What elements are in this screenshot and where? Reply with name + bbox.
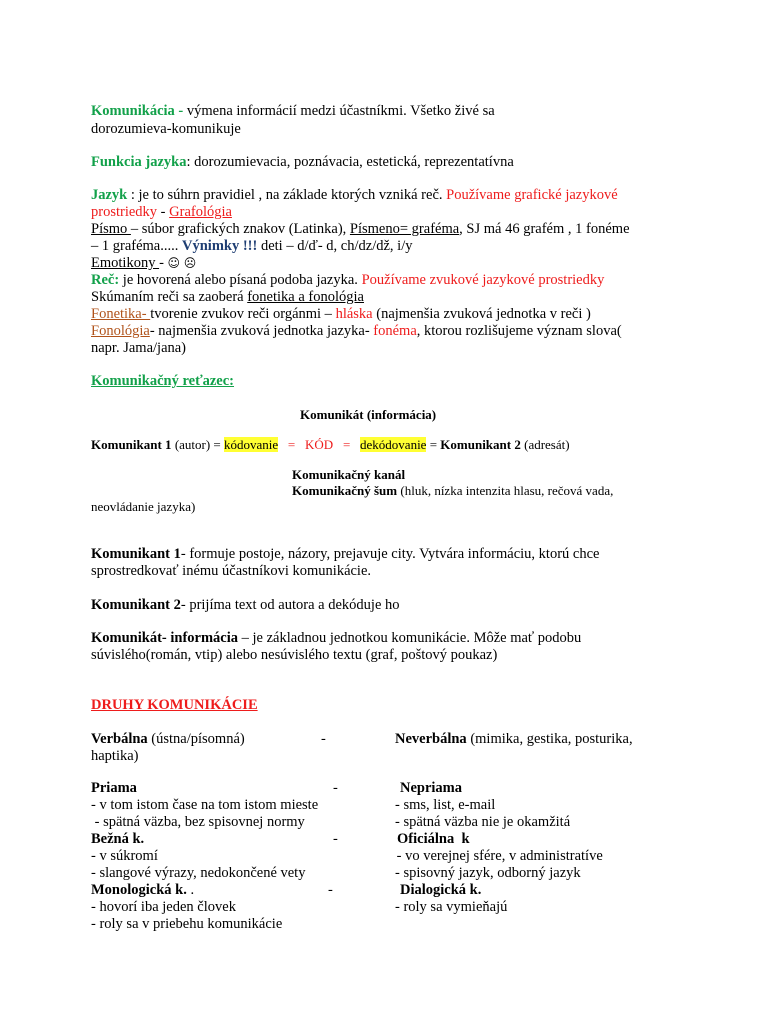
fonema-text: , ktorou rozlišujeme význam slova( bbox=[416, 323, 622, 339]
priama-item-1: - v tom istom čase na tom istom mieste bbox=[91, 797, 319, 813]
fonetika-text: tvorenie zvukov reči orgánmi – bbox=[150, 306, 336, 322]
hlaska-term: hláska bbox=[335, 306, 373, 322]
emotikony-line bbox=[91, 255, 196, 272]
emotikony-term: Emotikony bbox=[91, 255, 160, 271]
verbalna-line bbox=[91, 731, 245, 748]
komunikant-1-term: Komunikant 1 bbox=[91, 546, 181, 562]
rec-term: Reč: bbox=[91, 272, 120, 288]
komunikant-2-term: Komunikant 2 bbox=[91, 597, 181, 613]
druhy-heading: DRUHY KOMUNIKÁCIE bbox=[91, 697, 258, 713]
equals-1: = bbox=[278, 437, 306, 452]
chain-heading: Komunikačný reťazec: bbox=[91, 373, 235, 389]
vynimky-text: deti – d/ď- d, ch/dz/dž, i/y bbox=[257, 238, 413, 254]
sum-text: (hluk, nízka intenzita hlasu, rečová vada, bbox=[397, 483, 614, 498]
grafema-text: – 1 graféma..... bbox=[91, 238, 182, 254]
neverbalna-text: (mimika, gestika, posturika, bbox=[466, 731, 633, 747]
komunikant-1-line-2: sprostredkovať inému účastníkovi komunikácie. bbox=[91, 563, 372, 579]
equals-3: = bbox=[426, 437, 441, 452]
funkcia-jazyka-term: Funkcia jazyka bbox=[91, 154, 187, 170]
bezna-dash: - bbox=[333, 831, 338, 847]
jazyk-text: : je to súhrn pravidiel , na základe ktorých vzniká reč. bbox=[127, 187, 447, 203]
nepriama-term: Nepriama bbox=[400, 780, 463, 796]
rec-text: je hovorená alebo písaná podoba jazyka. bbox=[119, 272, 362, 288]
monologicka-item-1: - hovorí iba jeden človek bbox=[91, 899, 236, 915]
monologicka-dots: . bbox=[186, 882, 195, 898]
neverbalna-line bbox=[395, 731, 633, 748]
frown-icon: ☹ bbox=[183, 256, 197, 270]
monologicka-line bbox=[91, 882, 194, 899]
oficialna-item-1: - vo verejnej sfére, v administratíve bbox=[393, 848, 603, 864]
haptika-line: haptika) bbox=[91, 748, 139, 764]
pismo-text: – súbor grafických znakov (Latinka), bbox=[130, 221, 350, 237]
pismo-term: Písmo bbox=[91, 221, 131, 237]
fonologia-line bbox=[91, 323, 622, 340]
vynimky-term: Výnimky !!! bbox=[182, 238, 258, 254]
fonologia-text: - najmenšia zvuková jednotka jazyka- bbox=[149, 323, 374, 339]
komunikacia-definition: výmena informácií medzi účastníkmi. Všetko živé sa bbox=[186, 103, 495, 119]
fonema-term: fonéma bbox=[373, 323, 417, 339]
kodovanie-term: kódovanie bbox=[224, 437, 279, 452]
jazyk-red-text: Používame grafické jazykové bbox=[446, 187, 618, 203]
komunikat-informacia-text: – je základnou jednotkou komunikácie. Môže mať podobu bbox=[238, 630, 582, 646]
equals-2: = bbox=[333, 437, 361, 452]
rec-line-1 bbox=[91, 272, 604, 289]
komunikat-line-1 bbox=[91, 630, 581, 647]
komunikant-2-line bbox=[91, 597, 400, 614]
priama-item-2: - spätná väzba, bez spisovnej normy bbox=[91, 814, 305, 830]
nepriama-item-2: - spätná väzba nie je okamžitá bbox=[395, 814, 571, 830]
autor-text: (autor) = bbox=[171, 437, 225, 452]
oficialna-term: Oficiálna k bbox=[397, 831, 470, 847]
emotikony-dash: - bbox=[159, 255, 168, 271]
bezna-item-1: - v súkromí bbox=[91, 848, 158, 864]
funkcia-jazyka-line bbox=[91, 154, 514, 171]
komunikant-1-label: Komunikant 1 bbox=[91, 437, 172, 452]
dekodovanie-term: dekódovanie bbox=[360, 437, 427, 452]
jazyk-term: Jazyk bbox=[91, 187, 128, 203]
komunikant-1-text: - formuje postoje, názory, prejavuje city. Vytvára informáciu, ktorú chce bbox=[180, 546, 600, 562]
komunikant-1-line-1 bbox=[91, 546, 599, 563]
pismo-line bbox=[91, 221, 630, 238]
komunikant-2-label: Komunikant 2 bbox=[440, 437, 521, 452]
rec-line-2-text: Skúmaním reči sa zaoberá bbox=[91, 289, 248, 305]
nepriama-item-1: - sms, list, e-mail bbox=[395, 797, 496, 813]
pismeno-term: Písmeno= graféma bbox=[349, 221, 460, 237]
hlaska-text: (najmenšia zvuková jednotka v reči ) bbox=[372, 306, 591, 322]
verbalna-dash: - bbox=[321, 731, 326, 747]
komunikat-line-2: súvislého(román, vtip) alebo nesúvislého textu (graf, poštový poukaz) bbox=[91, 647, 498, 663]
sum-term: Komunikačný šum bbox=[292, 483, 398, 498]
fonetika-fonologia-term: fonetika a fonológia bbox=[247, 289, 364, 305]
komunikant-2-text: - prijíma text od autora a dekóduje ho bbox=[180, 597, 400, 613]
adresat-text: (adresát) bbox=[520, 437, 570, 452]
bezna-term: Bežná k. bbox=[91, 831, 145, 847]
dialogicka-item-1: - roly sa vymieňajú bbox=[395, 899, 508, 915]
dash: - bbox=[157, 204, 170, 220]
verbalna-term: Verbálna bbox=[91, 731, 148, 747]
fonologia-term: Fonológia bbox=[91, 323, 150, 339]
verbalna-text: (ústna/písomná) bbox=[147, 731, 245, 747]
rec-red-text: Používame zvukové jazykové prostriedky bbox=[361, 272, 605, 288]
jazyk-line-2 bbox=[91, 204, 232, 221]
funkcia-jazyka-text: : dorozumievacia, poznávacia, estetická, reprezentatívna bbox=[186, 154, 514, 170]
monologicka-term: Monologická k. bbox=[91, 882, 187, 898]
fonetika-line bbox=[91, 306, 591, 323]
fonologia-line-2: napr. Jama/jana) bbox=[91, 340, 187, 356]
bezna-item-2: - slangové výrazy, nedokončené vety bbox=[91, 865, 306, 881]
monologicka-item-2: - roly sa v priebehu komunikácie bbox=[91, 916, 283, 932]
komunikat-informacia-term: Komunikát- informácia bbox=[91, 630, 239, 646]
sum-line bbox=[292, 482, 613, 499]
vynimky-line bbox=[91, 238, 412, 255]
komunikacia-line-1 bbox=[91, 103, 495, 120]
jazyk-line-1 bbox=[91, 187, 618, 204]
smile-icon: ☺ bbox=[167, 256, 181, 270]
priama-term: Priama bbox=[91, 780, 137, 796]
sum-line-2: neovládanie jazyka) bbox=[91, 499, 196, 514]
oficialna-item-2: - spisovný jazyk, odborný jazyk bbox=[395, 865, 581, 881]
fonetika-term: Fonetika- bbox=[91, 306, 151, 322]
komunikat-label: Komunikát (informácia) bbox=[300, 407, 437, 422]
grafologia-term: Grafológia bbox=[169, 204, 232, 220]
monologicka-dash: - bbox=[328, 882, 333, 898]
kanal-label: Komunikačný kanál bbox=[292, 467, 406, 482]
kod-term: KÓD bbox=[305, 437, 334, 452]
priama-dash: - bbox=[333, 780, 338, 796]
rec-line-2 bbox=[91, 289, 364, 306]
komunikacia-line-2: dorozumieva-komunikuje bbox=[91, 121, 241, 137]
neverbalna-term: Neverbálna bbox=[395, 731, 467, 747]
dialogicka-term: Dialogická k. bbox=[400, 882, 482, 898]
prostriedky-text: prostriedky bbox=[91, 204, 158, 220]
pismeno-text: , SJ má 46 grafém , 1 fonéme bbox=[459, 221, 630, 237]
chain-equation bbox=[91, 436, 570, 453]
komunikacia-term: Komunikácia - bbox=[91, 103, 187, 119]
